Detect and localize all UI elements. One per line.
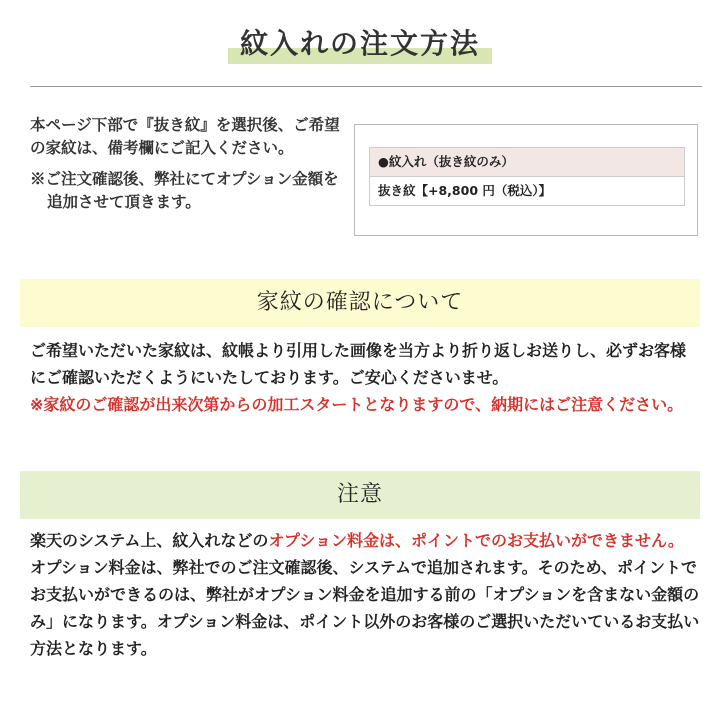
price-table — [369, 147, 685, 206]
price-table-row: 抜き紋【+8,800 円（税込）】 — [378, 183, 552, 198]
section-heading-kamon: 家紋の確認について — [20, 279, 700, 327]
intro-note: ※ご注文確認後、弊社にてオプション金額を追加させて頂きます。 — [30, 169, 339, 211]
page-title-text: 紋入れの注文方法 — [239, 27, 480, 60]
price-box — [354, 124, 698, 236]
section-heading-chui: 注意 — [20, 471, 700, 519]
chui-paragraph — [30, 527, 700, 662]
intro-text: 本ページ下部で『抜き紋』を選択後、ご希望の家紋は、備考欄にご記入ください。 — [30, 115, 340, 157]
kamon-warning: ※家紋のご確認が出来次第からの加工スタートとなりますので、納期にはご注意ください。 — [30, 395, 684, 414]
kamon-paragraph — [30, 337, 700, 418]
title-divider — [30, 86, 702, 87]
page-title-wrap — [0, 22, 720, 62]
page-title — [234, 22, 486, 62]
chui-body-red: オプション料金は、ポイントでのお支払いができません。 — [268, 531, 684, 550]
chui-body-rest: オプション料金は、弊社でのご注文確認後、システムで追加されます。そのため、ポイントでお支払いができるのは、弊社がオプション料金を追加する前の「オプションを含まない金額のみ」になります。オプション料金は、ポイント以外のお客様のご選択いただいているお支払い方法となります。 — [30, 558, 700, 658]
price-table-header: ●紋入れ（抜き紋のみ） — [370, 148, 684, 177]
chui-body-lead: 楽天のシステム上、紋入れなどの — [30, 531, 269, 550]
kamon-body: ご希望いただいた家紋は、紋帳より引用した画像を当方より折り返しお送りし、必ずお客様にご確認いただくようにいたしております。ご安心くださいませ。 — [30, 341, 687, 387]
intro-block — [30, 113, 342, 213]
